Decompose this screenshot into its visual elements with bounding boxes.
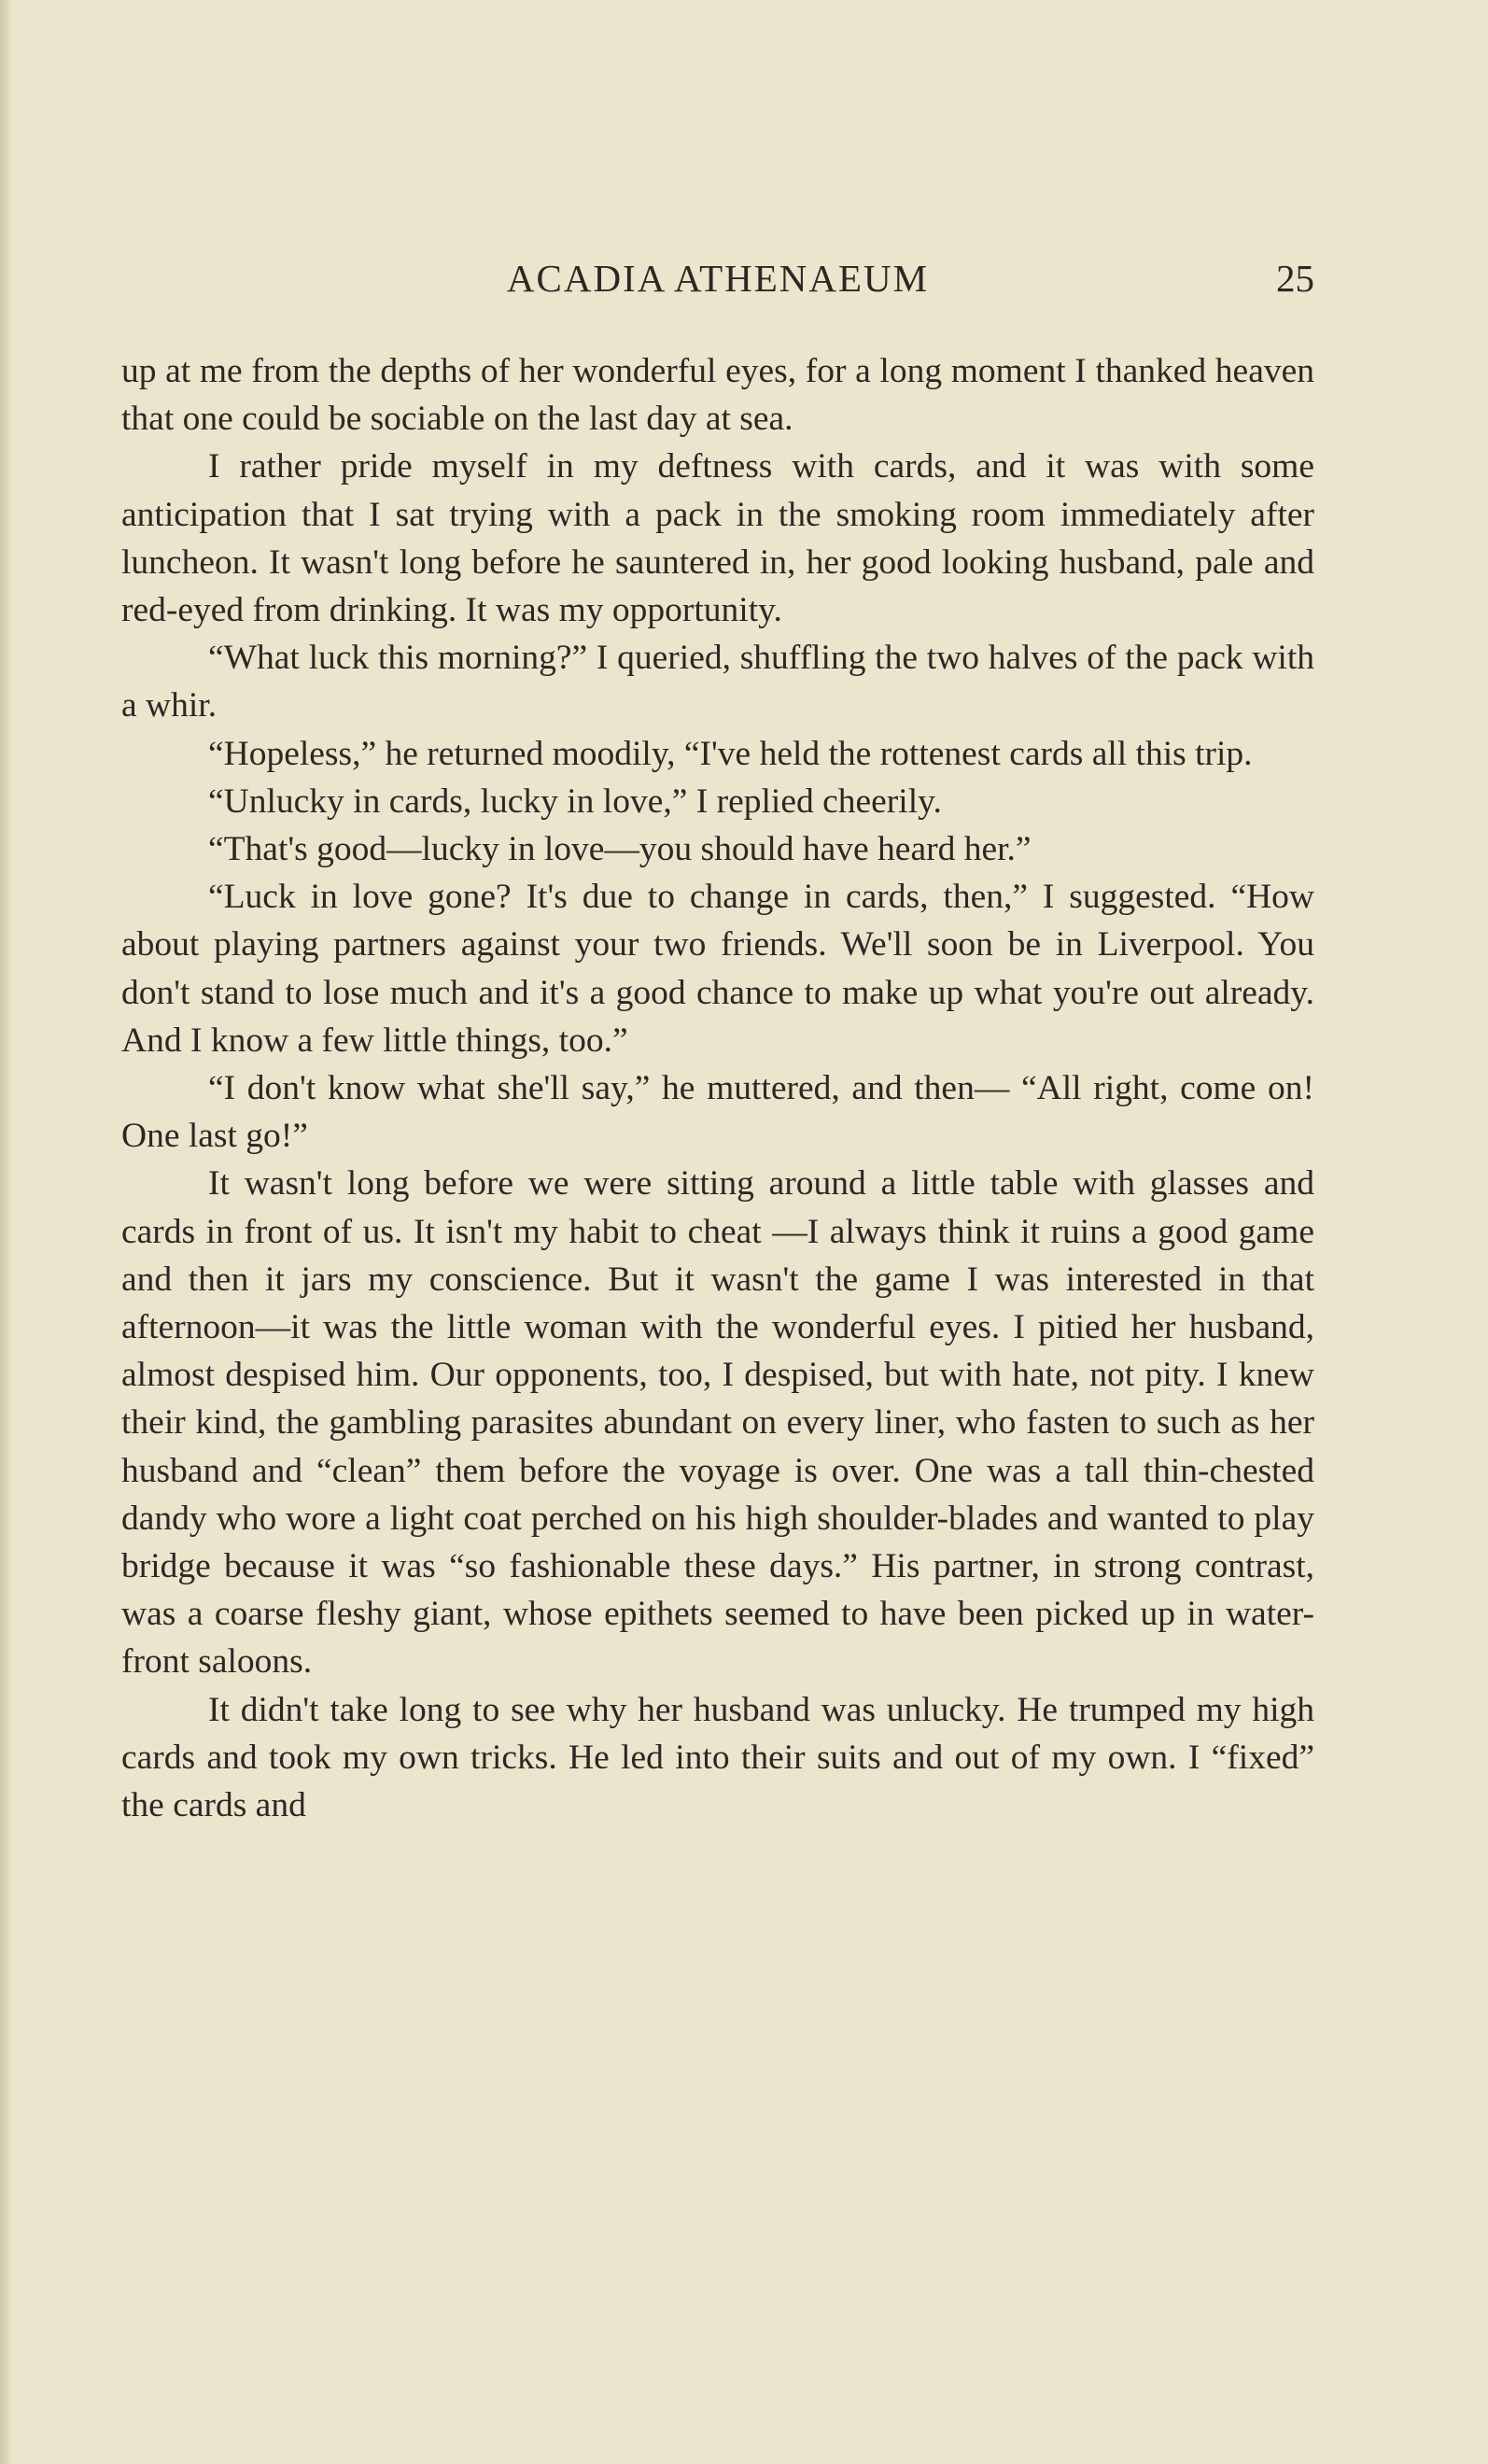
page-edge — [0, 0, 13, 2464]
paragraph-1: up at me from the depths of her wonderful eyes, for a long moment I thanked heaven that one could be sociable on the last day at sea. — [121, 352, 1314, 439]
paragraph-8: “I don't know what she'll say,” he muttered, and then— “All right, come on! One last go!” — [121, 1069, 1314, 1156]
running-header — [121, 250, 1314, 306]
paragraph-3: “What luck this morning?” I queried, shuffling the two halves of the pack with a whir. — [121, 639, 1314, 725]
page-number: 25 — [1276, 257, 1314, 300]
paragraph-7: “Luck in love gone? It's due to change in cards, then,” I suggested. “How about playing partners against your two friends. We'll soon be in Liverpool. You don't stand to lose much and it's a good chance to make up what you're out already. And I know a few little things, too.” — [121, 878, 1314, 1060]
paragraph-10: It didn't take long to see why her husband was unlucky. He trumped my high cards and took my own tricks. He led into their suits and out of my own. I “fixed” the cards and — [121, 1690, 1314, 1825]
paragraph-6: “That's good—lucky in love—you should have heard her.” — [208, 830, 1032, 869]
paragraph-9: It wasn't long before we were sitting around a little table with glasses and cards in front of us. It isn't my habit to cheat —I always think it ruins a good game and then it jars my conscience. But it wasn't the game I was interested in that afternoon—it was the little woman with the wonderful eyes. I pitied her husband, almost despised him. Our opponents, too, I despised, but with hate, not pity. I knew their kind, the gambling parasites abundant on every liner, who fasten to such as her husband and “clean” them before the voyage is over. One was a tall thin-chested dandy who wore a light coat perched on his high shoulder-blades and wanted to play bridge because it was “so fashionable these days.” His partner, in strong contrast, was a coarse fleshy giant, whose epithets seemed to have been picked up in water-front saloons. — [121, 1164, 1314, 1682]
paragraph-4: “Hopeless,” he returned moodily, “I've held the rottenest cards all this trip. — [208, 734, 1253, 773]
running-title: ACADIA ATHENAEUM — [506, 257, 930, 300]
paragraph-5: “Unlucky in cards, lucky in love,” I replied cheerily. — [208, 781, 942, 821]
paragraph-2: I rather pride myself in my deftness with cards, and it was with some anticipation that I sat trying with a pack in the smoking room immediately after luncheon. It wasn't long before he sauntered in, her good looking husband, pale and red-eyed from drinking. It was my opportunity. — [121, 447, 1314, 630]
body-text — [121, 347, 1314, 1829]
